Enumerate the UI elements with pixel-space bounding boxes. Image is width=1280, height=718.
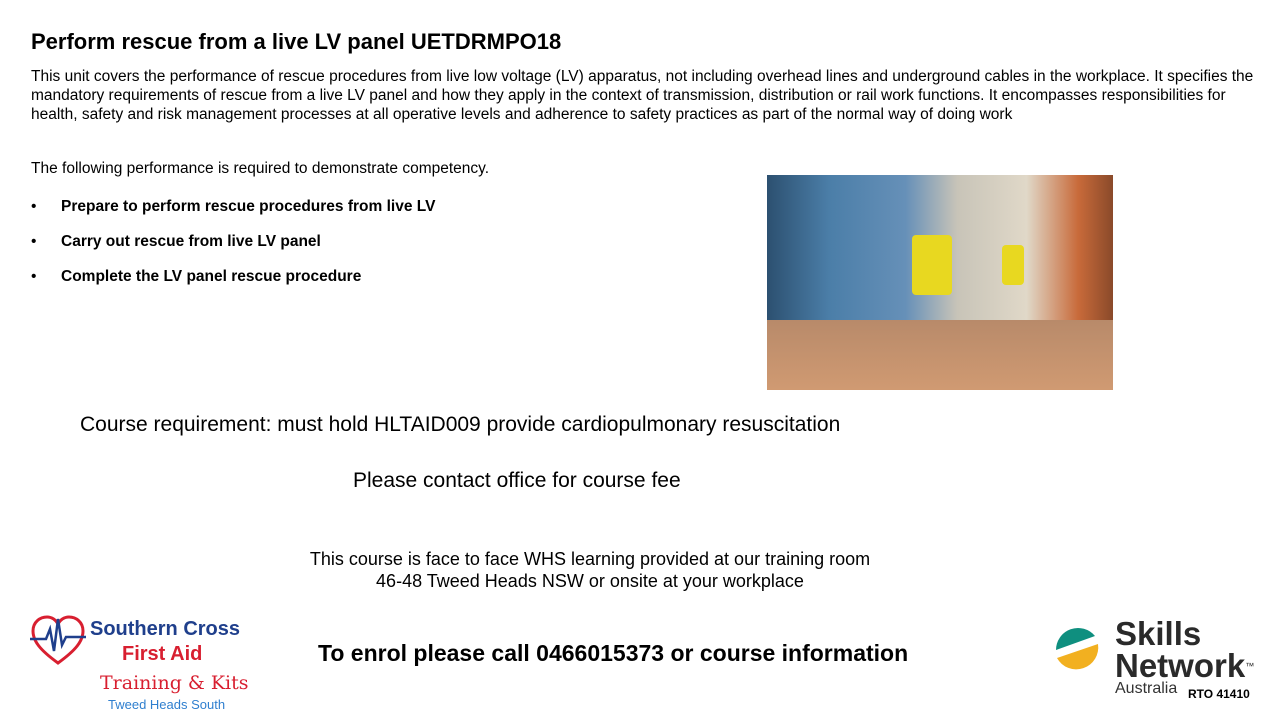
list-item-text: Prepare to perform rescue procedures from live LV (61, 198, 436, 215)
list-item-text: Complete the LV panel rescue procedure (61, 268, 362, 285)
heart-pulse-icon (30, 615, 86, 667)
enrol-info: To enrol please call 0466015373 or course information (318, 640, 909, 666)
switchroom-photo (767, 175, 1113, 390)
bullet: • (31, 233, 37, 250)
trademark: ™ (1245, 661, 1255, 671)
logo-text: Australia (1115, 680, 1178, 697)
logo-text: Tweed Heads South (108, 697, 226, 712)
delivery-line-2: 46-48 Tweed Heads NSW or onsite at your workplace (376, 571, 804, 591)
performance-list (31, 198, 435, 303)
logo-word: Network (1115, 647, 1246, 684)
course-fee: Please contact office for course fee (353, 469, 681, 492)
bullet: • (31, 198, 37, 215)
list-item (31, 268, 435, 286)
skills-network-emblem-icon (1053, 626, 1101, 678)
unit-description: This unit covers the performance of rescue procedures from live low voltage (LV) apparatus, not including overhead lines and underground cables in the workplace. It specifies the mandatory requirements of rescue from a live LV panel and how they apply in the context of transmission, distribution or rail work functions. It encompasses responsibilities for health, safety and risk management processes at all operative levels and adherence to safety practices as part of the normal way of doing work (31, 68, 1254, 123)
southern-cross-logo (30, 615, 270, 715)
logo-text (1115, 615, 1255, 684)
list-item (31, 198, 435, 216)
list-item-text: Carry out rescue from live LV panel (61, 233, 321, 250)
rto-number: RTO 41410 (1188, 687, 1250, 701)
logo-word: Skills (1115, 615, 1202, 652)
page-title: Perform rescue from a live LV panel UETDRMPO18 (31, 29, 562, 54)
course-requirement: Course requirement: must hold HLTAID009 provide cardiopulmonary resuscitation (80, 413, 841, 436)
logo-text: Southern Cross (90, 618, 241, 640)
delivery-line-1: This course is face to face WHS learning provided at our training room (309, 549, 871, 569)
performance-intro: The following performance is required to demonstrate competency. (31, 160, 490, 177)
list-item (31, 233, 435, 251)
skills-network-logo (1050, 615, 1280, 710)
bullet: • (31, 268, 37, 285)
logo-text: Training & Kits (100, 672, 249, 694)
logo-text: First Aid (122, 643, 203, 665)
